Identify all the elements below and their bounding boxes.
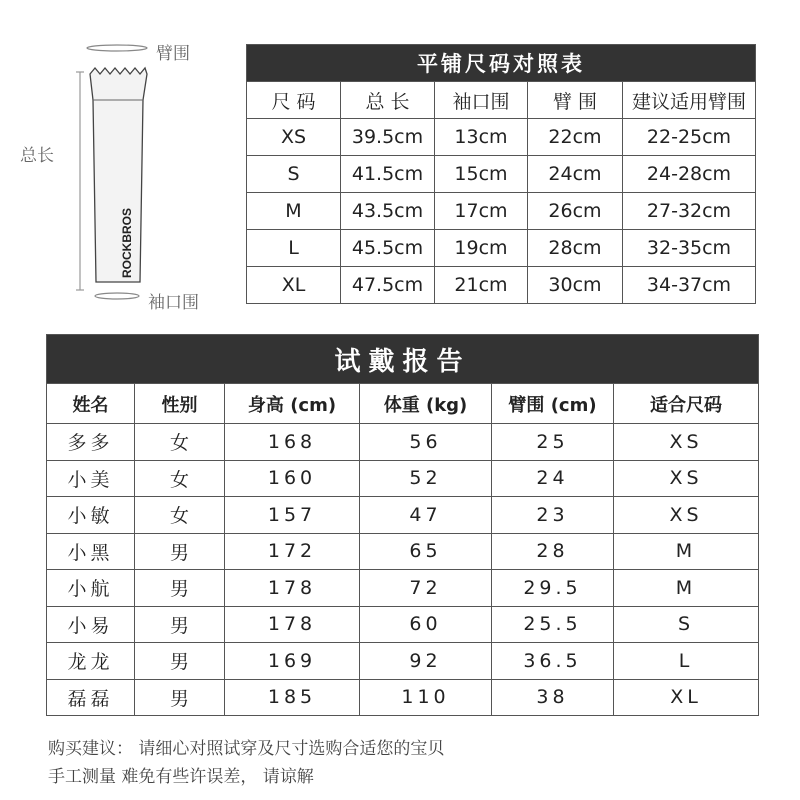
cuff-cell: 21cm [435,267,528,304]
table-row [47,497,759,534]
table-row [47,606,759,643]
table-row [247,267,756,304]
name-cell: 龙龙 [47,643,135,680]
gender-cell: 女 [135,460,225,497]
length-cell: 39.5cm [341,119,435,156]
gender-cell: 男 [135,533,225,570]
name-cell: 小敏 [47,497,135,534]
length-cell: 47.5cm [341,267,435,304]
weight-cell: 60 [360,606,492,643]
recommended-cell: 24-28cm [623,156,756,193]
arm-cell: 36.5 [492,643,614,680]
length-cell: 45.5cm [341,230,435,267]
table-row [47,460,759,497]
trial-report-title: 试戴报告 [47,335,759,384]
weight-cell: 52 [360,460,492,497]
measurement-disclaimer-note: 手工测量 难免有些许误差， 请谅解 [48,767,314,787]
fit-size-cell: S [614,606,759,643]
weight-cell: 110 [360,679,492,716]
arm-cell: 28 [492,533,614,570]
trial-header-row [47,384,759,424]
size-cell: XS [247,119,341,156]
name-cell: 小航 [47,570,135,607]
size-cell: M [247,193,341,230]
arm-cell: 30cm [528,267,623,304]
arm-cell: 29.5 [492,570,614,607]
recommended-cell: 27-32cm [623,193,756,230]
header-cell: 身高 (cm) [225,384,360,424]
arm-cell: 22cm [528,119,623,156]
recommended-cell: 32-35cm [623,230,756,267]
fit-size-cell: M [614,570,759,607]
header-cell: 体重 (kg) [360,384,492,424]
size-cell: L [247,230,341,267]
size-cell: XL [247,267,341,304]
height-cell: 168 [225,424,360,461]
header-cell: 适合尺码 [614,384,759,424]
weight-cell: 65 [360,533,492,570]
name-cell: 小美 [47,460,135,497]
table-row [47,679,759,716]
header-cell: 性别 [135,384,225,424]
weight-cell: 72 [360,570,492,607]
cuff-cell: 17cm [435,193,528,230]
gender-cell: 女 [135,497,225,534]
header-cell: 总 长 [341,82,435,119]
cuff-cell: 13cm [435,119,528,156]
length-cell: 43.5cm [341,193,435,230]
weight-cell: 56 [360,424,492,461]
height-cell: 185 [225,679,360,716]
table-row [247,230,756,267]
table-row [47,533,759,570]
brand-logo: ROCKBROS [120,207,134,278]
recommended-cell: 22-25cm [623,119,756,156]
gender-cell: 男 [135,643,225,680]
purchase-advice-note: 购买建议： 请细心对照试穿及尺寸选购合适您的宝贝 [48,739,445,759]
arm-cell: 26cm [528,193,623,230]
total-length-label: 总长 [20,146,54,166]
fit-size-cell: XS [614,460,759,497]
header-cell: 建议适用臂围 [623,82,756,119]
name-cell: 磊磊 [47,679,135,716]
header-cell: 臂围 (cm) [492,384,614,424]
gender-cell: 女 [135,424,225,461]
arm-cell: 38 [492,679,614,716]
arm-cell: 24 [492,460,614,497]
arm-cell: 23 [492,497,614,534]
header-cell: 姓名 [47,384,135,424]
fit-size-cell: L [614,643,759,680]
arm-circumference-label: 臂围 [156,44,190,64]
arm-cell: 28cm [528,230,623,267]
size-chart-title: 平铺尺码对照表 [247,45,756,82]
height-cell: 172 [225,533,360,570]
arm-cell: 25.5 [492,606,614,643]
sleeve-diagram [0,0,240,320]
arm-cell: 24cm [528,156,623,193]
arm-cell: 25 [492,424,614,461]
table-row [247,193,756,230]
height-cell: 178 [225,570,360,607]
size-cell: S [247,156,341,193]
height-cell: 169 [225,643,360,680]
name-cell: 小易 [47,606,135,643]
size-chart-header-row [247,82,756,119]
table-row [247,119,756,156]
fit-size-cell: M [614,533,759,570]
recommended-cell: 34-37cm [623,267,756,304]
table-row [47,643,759,680]
weight-cell: 47 [360,497,492,534]
cuff-cell: 15cm [435,156,528,193]
gender-cell: 男 [135,570,225,607]
weight-cell: 92 [360,643,492,680]
gender-cell: 男 [135,606,225,643]
size-chart-table [246,44,756,304]
height-cell: 178 [225,606,360,643]
gender-cell: 男 [135,679,225,716]
name-cell: 多多 [47,424,135,461]
cuff-circumference-label: 袖口围 [148,293,199,313]
name-cell: 小黑 [47,533,135,570]
table-row [47,570,759,607]
fit-size-cell: XL [614,679,759,716]
fit-size-cell: XS [614,424,759,461]
trial-report-table [46,334,759,716]
header-cell: 臂 围 [528,82,623,119]
fit-size-cell: XS [614,497,759,534]
height-cell: 160 [225,460,360,497]
cuff-cell: 19cm [435,230,528,267]
header-cell: 袖口围 [435,82,528,119]
table-row [247,156,756,193]
header-cell: 尺 码 [247,82,341,119]
table-row [47,424,759,461]
length-cell: 41.5cm [341,156,435,193]
height-cell: 157 [225,497,360,534]
